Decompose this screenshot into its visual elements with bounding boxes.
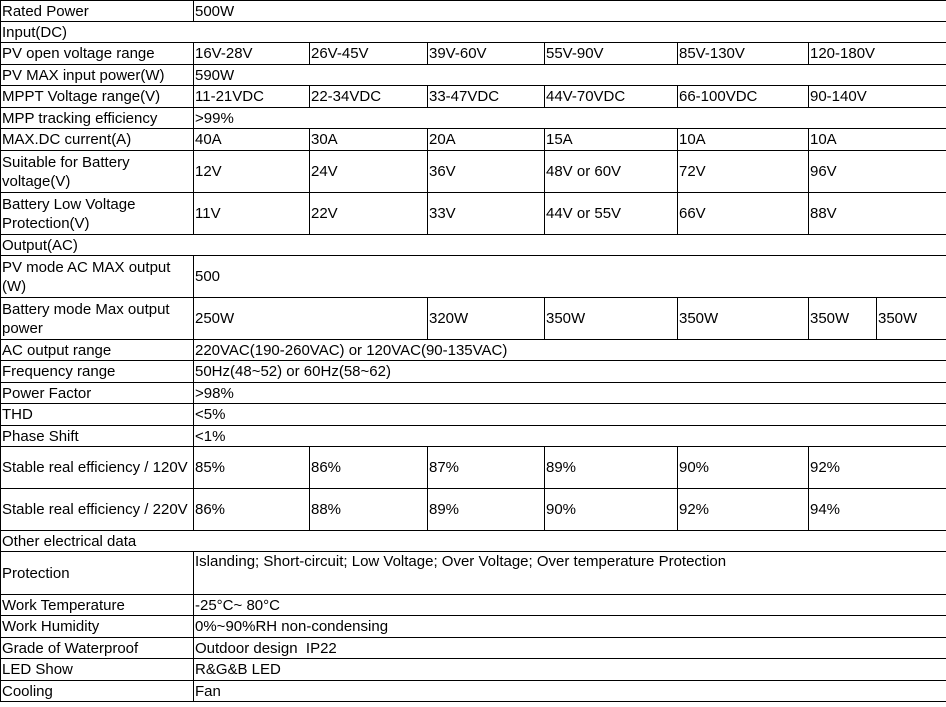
cell-value: 22-34VDC <box>310 86 428 108</box>
label-pv-open-voltage: PV open voltage range <box>1 43 194 65</box>
cell-value: 36V <box>428 151 545 193</box>
label-battery-mode-output: Battery mode Max output power <box>1 298 194 340</box>
label-power-factor: Power Factor <box>1 383 194 404</box>
value-frequency-range: 50Hz(48~52) or 60Hz(58~62) <box>194 361 946 383</box>
cell-value: 350W <box>809 298 877 340</box>
row-phase-shift <box>1 426 946 447</box>
row-battery-voltage <box>1 151 946 193</box>
row-thd <box>1 404 946 426</box>
cell-value: 350W <box>877 298 946 340</box>
cell-value: 16V-28V <box>194 43 310 65</box>
cell-value: 90% <box>545 489 678 531</box>
label-phase-shift: Phase Shift <box>1 426 194 447</box>
row-battery-mode-output <box>1 298 946 340</box>
row-max-dc-current <box>1 129 946 151</box>
value-power-factor: >98% <box>194 383 946 404</box>
row-work-humidity <box>1 616 946 638</box>
label-work-temperature: Work Temperature <box>1 595 194 616</box>
label-mppt-voltage: MPPT Voltage range(V) <box>1 86 194 108</box>
cell-value: 33-47VDC <box>428 86 545 108</box>
cell-value: 11-21VDC <box>194 86 310 108</box>
row-cooling <box>1 681 946 702</box>
section-heading-output-ac: Output(AC) <box>1 235 946 256</box>
cell-value: 94% <box>809 489 946 531</box>
section-other-electrical <box>1 531 946 552</box>
cell-value: 88% <box>310 489 428 531</box>
label-pv-mode-ac-output: PV mode AC MAX output (W) <box>1 256 194 298</box>
row-efficiency-120v <box>1 447 946 489</box>
value-protection: Islanding; Short-circuit; Low Voltage; Over Voltage; Over temperature Protection <box>194 552 946 595</box>
cell-value: 22V <box>310 193 428 235</box>
cell-value: 55V-90V <box>545 43 678 65</box>
section-input-dc <box>1 22 946 43</box>
cell-value: 48V or 60V <box>545 151 678 193</box>
cell-value: 44V or 55V <box>545 193 678 235</box>
row-efficiency-220v <box>1 489 946 531</box>
cell-value: 20A <box>428 129 545 151</box>
cell-value: 90-140V <box>809 86 946 108</box>
row-power-factor <box>1 383 946 404</box>
label-led-show: LED Show <box>1 659 194 681</box>
value-work-humidity: 0%~90%RH non-condensing <box>194 616 946 638</box>
cell-value: 120-180V <box>809 43 946 65</box>
row-led-show <box>1 659 946 681</box>
cell-value: 89% <box>428 489 545 531</box>
cell-value: 44V-70VDC <box>545 86 678 108</box>
value-rated-power: 500W <box>194 1 946 22</box>
value-work-temperature: -25°C~ 80°C <box>194 595 946 616</box>
cell-value: 87% <box>428 447 545 489</box>
value-pv-max-input: 590W <box>194 65 946 86</box>
cell-value: 92% <box>809 447 946 489</box>
cell-value: 11V <box>194 193 310 235</box>
cell-value: 26V-45V <box>310 43 428 65</box>
section-output-ac <box>1 235 946 256</box>
cell-value: 15A <box>545 129 678 151</box>
label-cooling: Cooling <box>1 681 194 702</box>
row-pv-open-voltage <box>1 43 946 65</box>
value-phase-shift: <1% <box>194 426 946 447</box>
value-thd: <5% <box>194 404 946 426</box>
cell-value: 85V-130V <box>678 43 809 65</box>
cell-value: 30A <box>310 129 428 151</box>
label-pv-max-input: PV MAX input power(W) <box>1 65 194 86</box>
label-thd: THD <box>1 404 194 426</box>
row-protection <box>1 552 946 595</box>
value-ac-output-range: 220VAC(190-260VAC) or 120VAC(90-135VAC) <box>194 340 946 361</box>
cell-value: 350W <box>545 298 678 340</box>
value-pv-mode-ac-output: 500 <box>194 256 946 298</box>
label-battery-voltage: Suitable for Battery voltage(V) <box>1 151 194 193</box>
row-mppt-voltage <box>1 86 946 108</box>
label-battery-low-voltage: Battery Low Voltage Protection(V) <box>1 193 194 235</box>
cell-value: 10A <box>678 129 809 151</box>
row-frequency-range <box>1 361 946 383</box>
label-max-dc-current: MAX.DC current(A) <box>1 129 194 151</box>
label-rated-power: Rated Power <box>1 1 194 22</box>
row-ac-output-range <box>1 340 946 361</box>
cell-value: 66V <box>678 193 809 235</box>
cell-value: 88V <box>809 193 946 235</box>
value-cooling: Fan <box>194 681 946 702</box>
cell-value: 96V <box>809 151 946 193</box>
row-rated-power <box>1 1 946 22</box>
cell-value: 72V <box>678 151 809 193</box>
cell-value: 12V <box>194 151 310 193</box>
cell-value: 86% <box>310 447 428 489</box>
label-ac-output-range: AC output range <box>1 340 194 361</box>
label-mpp-tracking: MPP tracking efficiency <box>1 108 194 129</box>
cell-value: 350W <box>678 298 809 340</box>
cell-value: 24V <box>310 151 428 193</box>
row-battery-low-voltage <box>1 193 946 235</box>
row-pv-max-input <box>1 65 946 86</box>
cell-value: 40A <box>194 129 310 151</box>
label-frequency-range: Frequency range <box>1 361 194 383</box>
cell-value: 86% <box>194 489 310 531</box>
section-heading-other-electrical: Other electrical data <box>1 531 946 552</box>
row-work-temperature <box>1 595 946 616</box>
label-work-humidity: Work Humidity <box>1 616 194 638</box>
row-pv-mode-ac-output <box>1 256 946 298</box>
row-waterproof <box>1 638 946 659</box>
cell-value: 10A <box>809 129 946 151</box>
section-heading-input-dc: Input(DC) <box>1 22 946 43</box>
cell-value: 33V <box>428 193 545 235</box>
cell-value: 90% <box>678 447 809 489</box>
value-led-show: R&G&B LED <box>194 659 946 681</box>
cell-value: 66-100VDC <box>678 86 809 108</box>
cell-value: 89% <box>545 447 678 489</box>
label-protection: Protection <box>1 552 194 595</box>
cell-value: 320W <box>428 298 545 340</box>
label-efficiency-220v: Stable real efficiency / 220V <box>1 489 194 531</box>
label-waterproof: Grade of Waterproof <box>1 638 194 659</box>
value-mpp-tracking: >99% <box>194 108 946 129</box>
cell-value: 85% <box>194 447 310 489</box>
row-mpp-tracking <box>1 108 946 129</box>
cell-value: 92% <box>678 489 809 531</box>
value-waterproof: Outdoor design IP22 <box>194 638 946 659</box>
cell-value: 250W <box>194 298 428 340</box>
cell-value: 39V-60V <box>428 43 545 65</box>
label-efficiency-120v: Stable real efficiency / 120V <box>1 447 194 489</box>
